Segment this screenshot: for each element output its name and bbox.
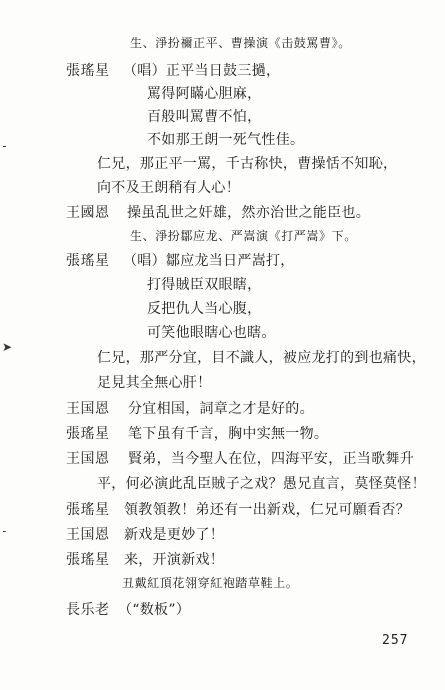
speaker-name: 張瑤星 — [66, 426, 110, 442]
speaker-name: 張瑤星 — [66, 253, 110, 269]
stage-direction: 生、淨扮禰正平、曹操演《击鼓罵曹》。 — [130, 36, 351, 50]
speaker-name: 王国恩 — [66, 527, 110, 543]
speech-text: 分宜相国，詞章之才是好的。 — [128, 401, 314, 417]
prose-line: 平，何必演此乱臣賊子之戏？愚兄直言，莫怪莫怪！ — [97, 476, 426, 492]
speaker-name: 張瑤星 — [66, 502, 110, 518]
stage-direction: 丑戴紅頂花翎穿紅袍踏草鞋上。 — [122, 576, 299, 590]
prose-line: 向不及王朗稍有人心！ — [97, 180, 240, 196]
speech-text: （唱）鄒应龙当日严嵩打， — [123, 253, 295, 269]
speech-text: 領教領教！弟还有一出新戏，仁兄可願看否？ — [124, 502, 410, 518]
speaker-name: 王国恩 — [66, 401, 110, 417]
page-number: 257 — [382, 633, 409, 648]
stage-direction: 生、淨扮鄒应龙、严嵩演《打严嵩》下。 — [130, 229, 357, 243]
speaker-name: 王國恩 — [66, 205, 110, 221]
prose-line: 仁兄，那正平一罵，千古称快，曹操恬不知恥， — [97, 156, 398, 172]
speaker-name: 張瑤星 — [66, 63, 110, 79]
verse-line: 百般叫罵曹不怕， — [147, 109, 262, 125]
speech-text: 操虽乱世之奸雄，然亦治世之能臣也。 — [127, 205, 371, 221]
speech-text: 賢弟，当今聖人在位，四海平安，正当歌舞升 — [128, 451, 414, 467]
speech-text: （“数板”） — [118, 602, 191, 618]
speech-text: 来，开演新戏！ — [124, 552, 225, 568]
prose-line: 仁兄，那严分宜，目不識人，被应龙打的到也痛快， — [97, 350, 426, 366]
verse-line: 可笑他眼瞎心也瞎。 — [147, 325, 276, 341]
margin-mark-top: ⁃ — [2, 142, 7, 153]
speech-text: 新戏是更妙了！ — [124, 527, 225, 543]
margin-mark-middle: ➤ — [2, 340, 13, 354]
speech-text: 笔下虽有千言，胸中实無一物。 — [128, 426, 329, 442]
verse-line: 不如那王朗一死气性佳。 — [147, 132, 305, 148]
speaker-name: 長乐老 — [66, 602, 110, 618]
prose-line: 足見其全無心肝！ — [97, 375, 212, 391]
speaker-name: 王国恩 — [66, 451, 110, 467]
speech-text: （唱）正平当日鼓三撾， — [123, 63, 281, 79]
speaker-name: 張瑤星 — [66, 552, 110, 568]
verse-line: 打得賊臣双眼瞎， — [147, 277, 262, 293]
verse-line: 反把仇人当心腹， — [147, 301, 262, 317]
verse-line: 罵得阿瞞心胆麻， — [147, 86, 262, 102]
margin-mark-bottom: ⁃ — [2, 528, 7, 538]
